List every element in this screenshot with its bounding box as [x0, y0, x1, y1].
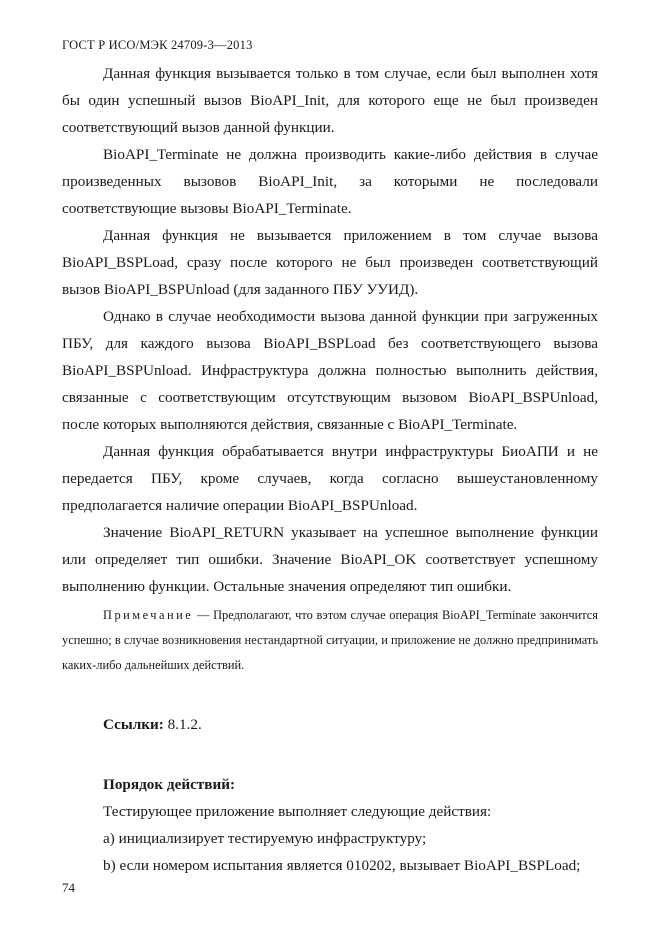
paragraph-4: Однако в случае необходимости вызова данной функции при загруженных ПБУ, для каждого вызова BioAPI_BSPLoad без соответствующего вызова BioAPI_BSPUnload. Инфраструктура должна полностью выполнить действия, связанные с соответствующим отсутствующим вызовом BioAPI_BSPUnload, после которых выполняются действия, связанные с BioAPI_Terminate. [62, 308, 598, 433]
paragraph-5: Данная функция обрабатывается внутри инфраструктуры БиоАПИ и не передается ПБУ, кроме случаев, когда согласно вышеустановленному предполагается наличие операции BioAPI_BSPUnload. [62, 443, 598, 514]
document-header: ГОСТ Р ИСО/МЭК 24709-3—2013 [62, 38, 253, 52]
procedure-step-a: а) инициализирует тестируемую инфраструктуру; [103, 830, 427, 847]
references-label: Ссылки: [103, 716, 164, 733]
note-dash: — [193, 608, 214, 622]
references-value: 8.1.2. [163, 716, 202, 733]
procedure-step-b: b) если номером испытания является 010202, вызывает BioAPI_BSPLoad; [103, 857, 581, 874]
note-label: Примечание [103, 608, 194, 622]
procedure-intro: Тестирующее приложение выполняет следующие действия: [103, 803, 492, 820]
references [62, 711, 598, 738]
page-body [62, 60, 598, 879]
paragraph-2: BioAPI_Terminate не должна производить какие-либо действия в случае произведенных вызовов BioAPI_Init, за которыми не последовали соответствующие вызовы BioAPI_Terminate. [62, 146, 598, 217]
note [62, 603, 598, 678]
page-number: 74 [62, 880, 75, 895]
paragraph-6: Значение BioAPI_RETURN указывает на успешное выполнение функции или определяет тип ошибки. Значение BioAPI_OK соответствует успешному выполнению функции. Остальные значения определяют тип ошибки. [62, 524, 598, 595]
paragraph-3: Данная функция не вызывается приложением в том случае вызова BioAPI_BSPLoad, сразу после которого не был произведен соответствующий вызов BioAPI_BSPUnload (для заданного ПБУ УУИД). [62, 227, 598, 298]
note-text: Предполагают, что вэтом случае операция BioAPI_Terminate закончится успешно; в случае возникновения нестандартной ситуации, и приложение не должно предпринимать каких-либо дальнейших действий. [62, 608, 598, 672]
paragraph-1: Данная функция вызывается только в том случае, если был выполнен хотя бы один успешный вызов BioAPI_Init, для которого еще не был произведен соответствующий вызов данной функции. [62, 65, 598, 136]
procedure-heading: Порядок действий: [103, 776, 236, 793]
